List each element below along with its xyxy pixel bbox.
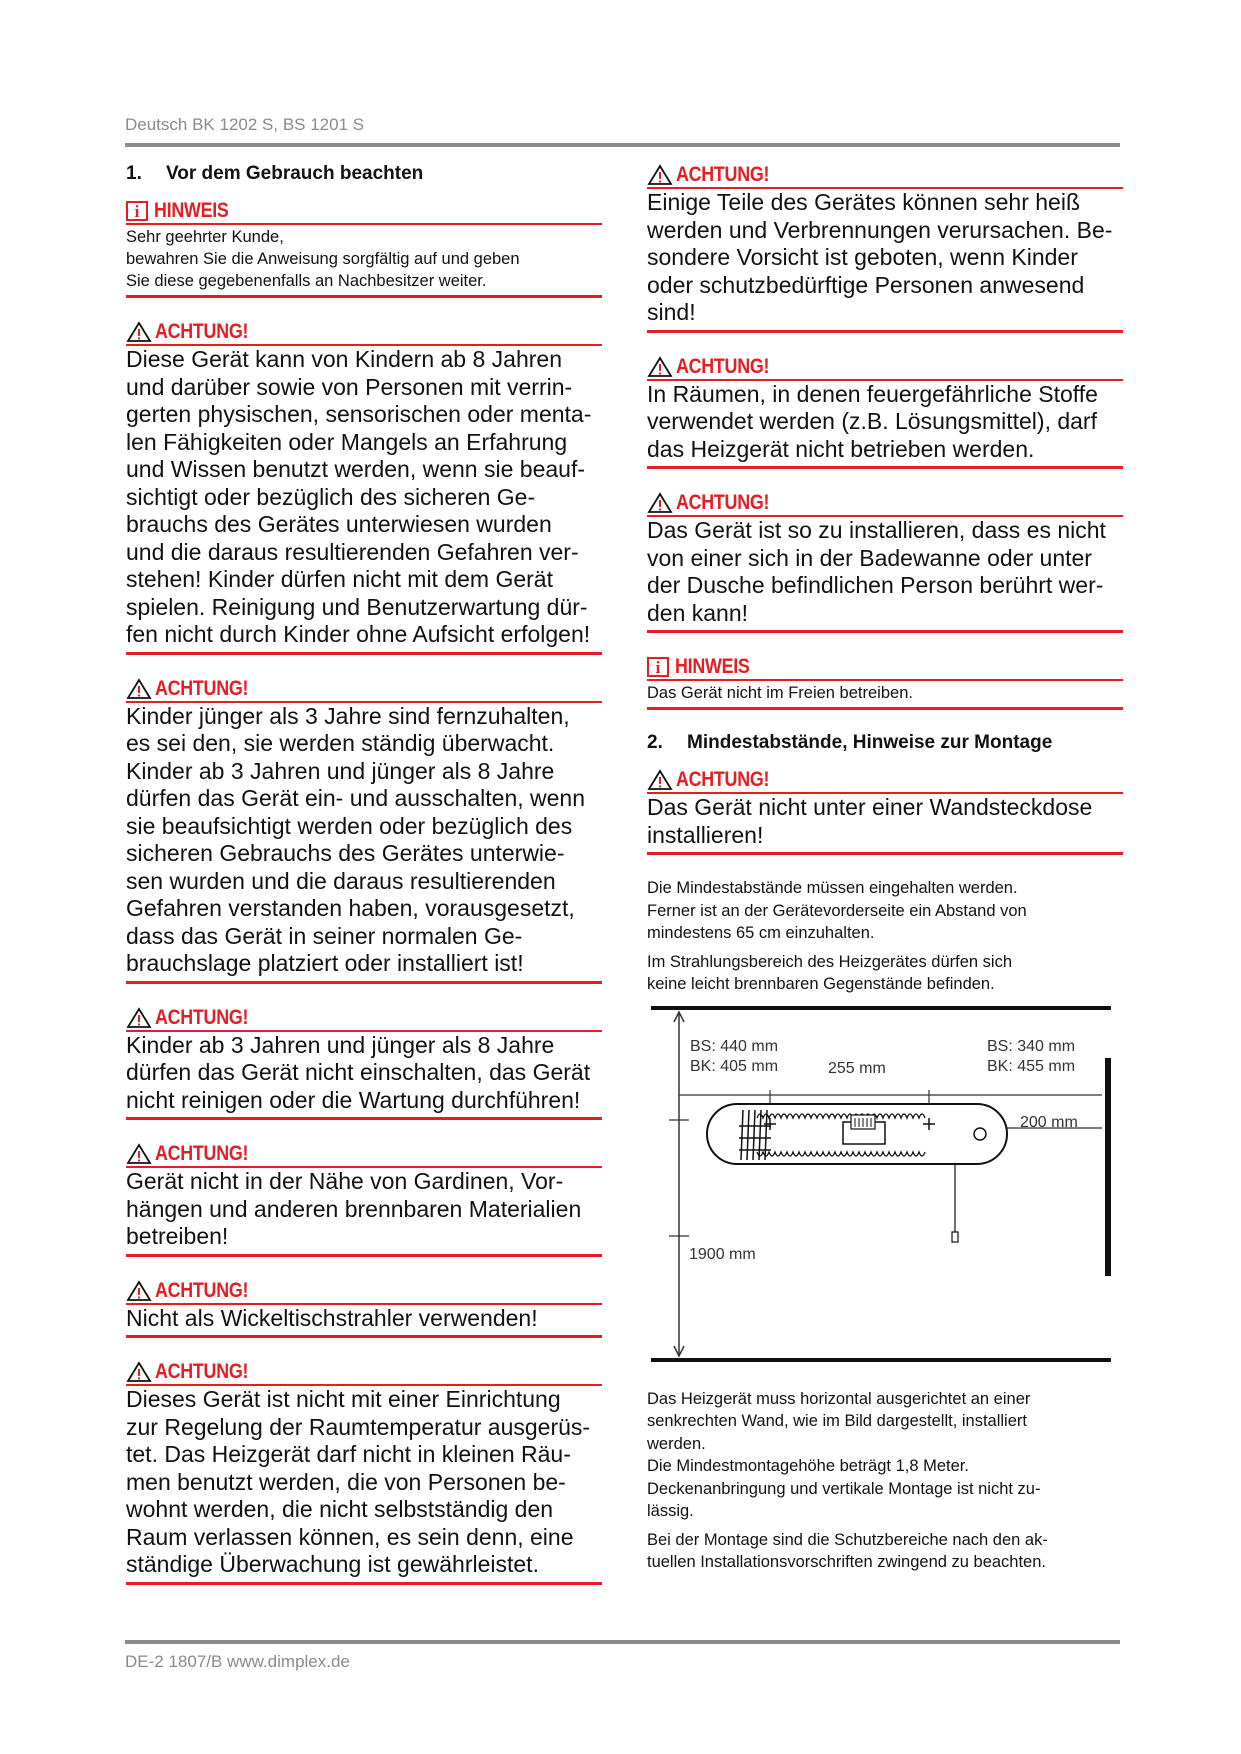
notice-label: ACHTUNG! (155, 320, 249, 343)
notice-line: brauchslage platziert oder installiert ist! (126, 950, 524, 976)
notice-line: bewahren Sie die Anweisung sorgfältig auf und geben (126, 250, 520, 268)
notice-line: gerten physischen, sensorischen oder menta- (126, 401, 592, 427)
notice-line: hängen und anderen brennbaren Materialien (126, 1195, 582, 1222)
notice-body (126, 346, 602, 649)
label-height: 1900 mm (689, 1245, 756, 1263)
notice-line: dürfen das Gerät ein- und ausschalten, wenn (126, 785, 586, 811)
paragraph-protection (647, 1529, 1123, 1574)
side-wall (1105, 1058, 1111, 1276)
notice-body (647, 681, 1123, 704)
page-header (125, 115, 1120, 147)
left-column (126, 163, 602, 1607)
ceiling-line (651, 1006, 1111, 1010)
notice-line: spielen. Reinigung und Benutzerwartung dür- (126, 593, 588, 620)
warning-triangle-icon (647, 356, 673, 378)
paragraph-line: senkrechten Wand, wie im Bild dargestellt, installiert (647, 1412, 1027, 1430)
notice-line: sicheren Gebrauchs des Gerätes unterwie- (126, 840, 565, 866)
notice-line: tet. Das Heizgerät darf nicht in kleinen Räu- (126, 1441, 571, 1467)
notice-line: sie beaufsichtigt werden oder bezüglich des (126, 812, 573, 839)
notice-achtung (126, 1142, 602, 1257)
notice-head (126, 1142, 602, 1168)
paragraph-line: Deckenanbringung und vertikale Montage ist nicht zu- (647, 1479, 1041, 1498)
paragraph-line: mindestens 65 cm einzuhalten. (647, 924, 875, 942)
notice-head (126, 199, 602, 225)
paragraph-line: Das Heizgerät muss horizontal ausgerichtet an einer (647, 1389, 1031, 1408)
notice-label: ACHTUNG! (676, 163, 770, 186)
notice-line: Gefahren verstanden haben, vorausgesetzt, (126, 895, 575, 921)
paragraph-line: Die Mindestmontagehöhe beträgt 1,8 Meter. (647, 1457, 969, 1475)
notice-line: Kinder ab 3 Jahren und jünger als 8 Jahre (126, 1031, 555, 1058)
notice-body (647, 794, 1123, 849)
section-2-title (647, 732, 1123, 754)
notice-label: ACHTUNG! (676, 768, 770, 791)
warning-triangle-icon (647, 769, 673, 791)
page-footer (125, 1640, 1120, 1672)
label-bk-right: BK: 455 mm (987, 1057, 1076, 1075)
notice-achtung (126, 1360, 602, 1585)
notice-line: das Heizgerät nicht betrieben werden. (647, 435, 1035, 462)
notice-line: und die daraus resultierenden Gefahren ver- (126, 538, 579, 565)
notice-line: und Wissen benutzt werden, wenn sie beauf- (126, 456, 585, 482)
notice-line: werden und Verbrennungen verursachen. Be- (647, 216, 1113, 243)
paragraph-mounting (647, 1388, 1123, 1523)
notice-line: den kann! (647, 599, 749, 626)
floor-line (651, 1358, 1111, 1362)
notice-achtung (126, 677, 602, 984)
notice-line: Das Gerät nicht im Freien betreiben. (647, 684, 913, 702)
notice-line: Kinder jünger als 3 Jahre sind fernzuhalten, (126, 702, 570, 729)
notice-line: Sie diese gegebenenfalls an Nachbesitzer weiter. (126, 272, 487, 290)
notice-line: Gerät nicht in der Nähe von Gardinen, Vor- (126, 1168, 564, 1194)
paragraph-line: Ferner ist an der Gerätevorderseite ein Abstand von (647, 901, 1027, 920)
notice-body (647, 517, 1123, 627)
warning-triangle-icon (126, 1361, 152, 1383)
notice-line: und darüber sowie von Personen mit verrin- (126, 373, 573, 400)
notice-label: HINWEIS (675, 655, 750, 678)
notice-head (647, 655, 1123, 681)
notice-line: installieren! (647, 821, 764, 848)
notice-line: wohnt werden, die nicht selbstständig den (126, 1496, 554, 1522)
notice-line: der Dusche befindlichen Person berührt wer- (647, 572, 1104, 598)
notice-head (126, 1006, 602, 1032)
notice-body (126, 1386, 602, 1579)
section-title-text: Mindestabstände, Hinweise zur Montage (687, 732, 1053, 753)
warning-triangle-icon (126, 1280, 152, 1302)
notice-body (126, 703, 602, 978)
notice-label: ACHTUNG! (155, 1005, 249, 1029)
paragraph-line: keine leicht brennbaren Gegenstände befinden. (647, 975, 995, 993)
notice-head (126, 1360, 602, 1386)
notice-body (647, 189, 1123, 327)
notice-line: brauchs des Gerätes unterwiesen wurden (126, 511, 552, 537)
section-title-text: Vor dem Gebrauch beachten (166, 163, 424, 184)
notice-line: Sehr geehrter Kunde, (126, 228, 284, 246)
paragraph-line: tuellen Installationsvorschriften zwingend zu beachten. (647, 1553, 1046, 1571)
notice-label: ACHTUNG! (155, 1278, 249, 1302)
header-title: Deutsch BK 1202 S, BS 1201 S (125, 115, 365, 134)
section-number: 2. (647, 732, 663, 753)
notice-line: Das Gerät ist so zu installieren, dass es nicht (647, 517, 1106, 543)
warning-triangle-icon (126, 321, 152, 343)
notice-line: len Fähigkeiten oder Mangels an Erfahrung (126, 428, 568, 455)
notice-line: In Räumen, in denen feuergefährliche Stoffe (647, 380, 1098, 407)
notice-line: zur Regelung der Raumtemperatur ausgerüs- (126, 1413, 591, 1440)
notice-head (126, 677, 602, 703)
notice-line: nicht reinigen oder die Wartung durchführen! (126, 1086, 581, 1113)
label-bs-left: BS: 440 mm (690, 1037, 779, 1055)
paragraph-line: werden. (647, 1434, 706, 1453)
notice-label: ACHTUNG! (676, 491, 770, 514)
notice-line: Einige Teile des Gerätes können sehr heiß (647, 189, 1081, 215)
paragraph-line: Bei der Montage sind die Schutzbereiche nach den ak- (647, 1530, 1048, 1549)
notice-line: sen wurden und die daraus resultierenden (126, 867, 556, 894)
notice-line: oder schutzbedürftige Personen anwesend (647, 271, 1085, 298)
warning-triangle-icon (126, 1143, 152, 1165)
notice-head (647, 163, 1123, 189)
notice-achtung (647, 163, 1123, 333)
notice-hinweis (647, 655, 1123, 710)
notice-body (126, 225, 602, 292)
label-bs-right: BS: 340 mm (987, 1037, 1076, 1055)
notice-label: HINWEIS (154, 199, 229, 222)
notice-hinweis (126, 199, 602, 298)
label-middle: 255 mm (828, 1059, 886, 1077)
notice-label: ACHTUNG! (155, 1360, 249, 1383)
notice-label: ACHTUNG! (676, 354, 770, 378)
notice-head (647, 355, 1123, 381)
info-icon: i (126, 201, 148, 221)
notice-line: Nicht als Wickeltischstrahler verwenden! (126, 1304, 538, 1331)
notice-line: Kinder ab 3 Jahren und jünger als 8 Jahre (126, 757, 555, 784)
notice-achtung (126, 1279, 602, 1339)
notice-line: Dieses Gerät ist nicht mit einer Einrichtung (126, 1386, 561, 1412)
paragraph-line: lässig. (647, 1502, 694, 1520)
paragraph-distances (647, 877, 1123, 945)
notice-line: betreiben! (126, 1223, 229, 1249)
section-number: 1. (126, 163, 142, 184)
label-bk-left: BK: 405 mm (690, 1057, 779, 1075)
notice-line: stehen! Kinder dürfen nicht mit dem Gerät (126, 566, 553, 592)
notice-body (126, 1168, 602, 1251)
notice-body (126, 1305, 602, 1333)
notice-line: dass das Gerät in seiner normalen Ge- (126, 922, 523, 949)
right-column (647, 163, 1123, 1580)
notice-body (126, 1032, 602, 1115)
notice-label: ACHTUNG! (155, 1142, 249, 1165)
paragraph-radiation (647, 951, 1123, 996)
label-side: 200 mm (1020, 1113, 1078, 1131)
notice-head (126, 320, 602, 346)
notice-line: von einer sich in der Badewanne oder unter (647, 544, 1092, 571)
warning-triangle-icon (126, 678, 152, 700)
notice-line: es sei den, sie werden ständig überwacht. (126, 730, 555, 756)
notice-achtung (647, 491, 1123, 633)
notice-line: sind! (647, 299, 696, 325)
notice-achtung (647, 768, 1123, 855)
warning-triangle-icon (126, 1007, 152, 1029)
mounting-diagram (647, 1006, 1123, 1374)
notice-line: Das Gerät nicht unter einer Wandsteckdose (647, 794, 1093, 820)
warning-triangle-icon (647, 164, 673, 186)
notice-label: ACHTUNG! (155, 676, 249, 700)
notice-line: verwendet werden (z.B. Lösungsmittel), darf (647, 408, 1097, 434)
notice-head (647, 491, 1123, 517)
notice-achtung (126, 320, 602, 655)
notice-line: Diese Gerät kann von Kindern ab 8 Jahren (126, 346, 562, 372)
paragraph-line: Im Strahlungsbereich des Heizgerätes dürfen sich (647, 952, 1013, 971)
notice-head (647, 768, 1123, 794)
notice-body (647, 381, 1123, 464)
notice-head (126, 1279, 602, 1305)
paragraph-line: Die Mindestabstände müssen eingehalten werden. (647, 879, 1018, 897)
notice-line: Raum verlassen können, es sein denn, eine (126, 1523, 574, 1550)
notice-achtung (647, 355, 1123, 470)
notice-line: ständige Überwachung ist gewährleistet. (126, 1551, 539, 1577)
section-1-title (126, 163, 602, 185)
warning-triangle-icon (647, 492, 673, 514)
notice-line: men benutzt werden, die von Personen be- (126, 1468, 566, 1495)
notice-line: fen nicht durch Kinder ohne Aufsicht erfolgen! (126, 621, 591, 647)
notice-line: sichtigt oder bezüglich des sicheren Ge- (126, 483, 536, 510)
notice-line: sondere Vorsicht ist geboten, wenn Kinder (647, 244, 1078, 270)
notice-line: dürfen das Gerät nicht einschalten, das Gerät (126, 1059, 591, 1085)
notice-achtung (126, 1006, 602, 1121)
info-icon: i (647, 657, 669, 677)
footer-text: DE-2 1807/B www.dimplex.de (125, 1652, 350, 1671)
